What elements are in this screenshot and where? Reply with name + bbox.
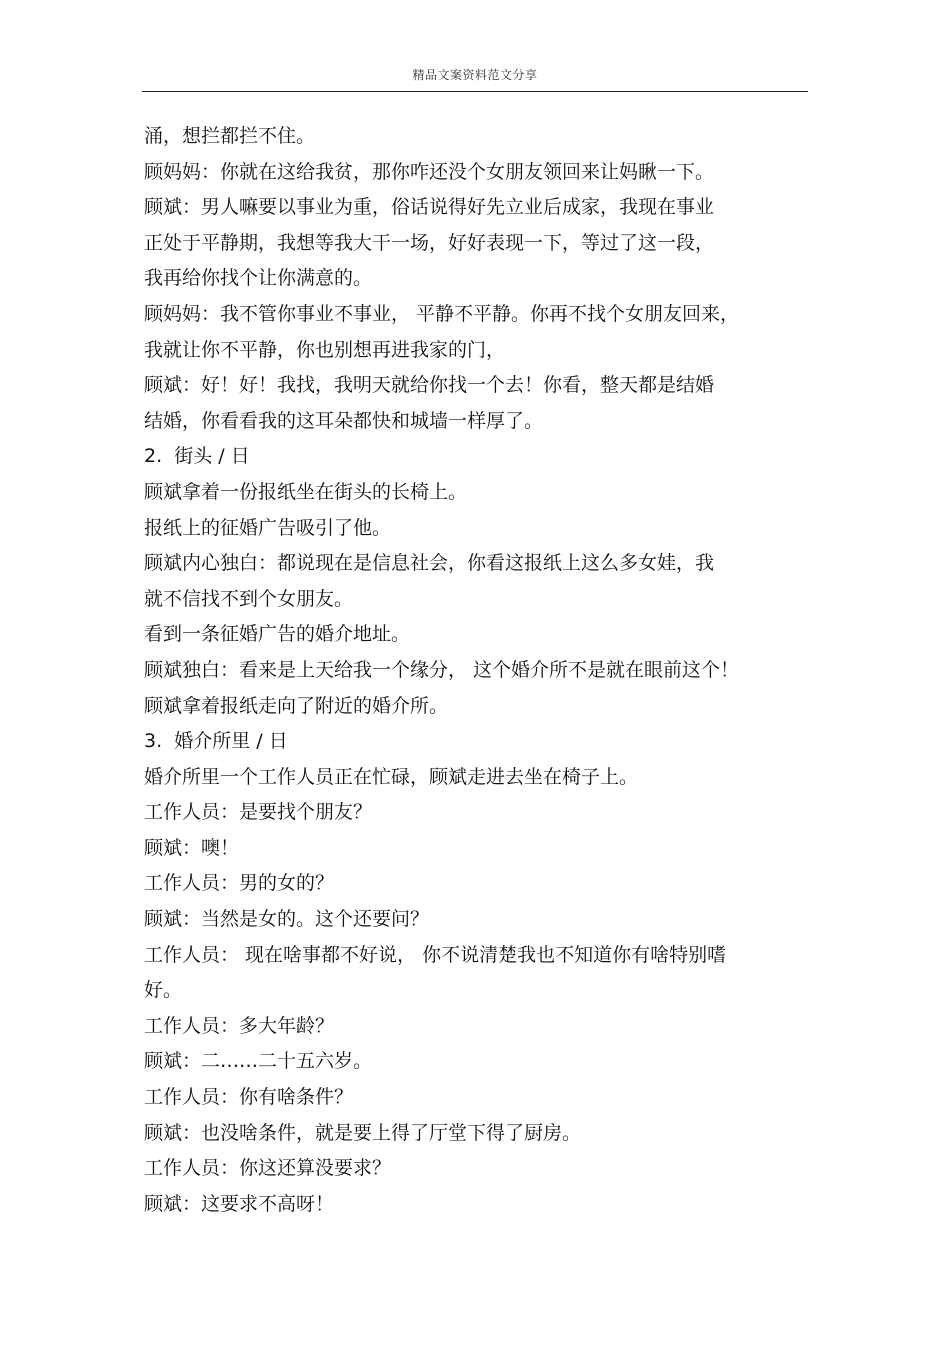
text-line: 工作人员： 现在啥事都不好说， 你不说清楚我也不知道你有啥特别嗜 [144, 943, 727, 966]
text-line: 顾斌：也没啥条件，就是要上得了厅堂下得了厨房。 [144, 1121, 582, 1144]
scene-heading: 2. 街头 / 日 [144, 445, 250, 468]
text-line: 就不信找不到个女朋友。 [144, 587, 354, 610]
script-body [144, 119, 804, 1222]
text-line: 顾斌：当然是女的。这个还要问？ [144, 908, 430, 931]
text-line: 好。 [144, 979, 183, 1002]
text-line: 顾妈妈：你就在这给我贫，那你咋还没个女朋友领回来让妈瞅一下。 [144, 160, 715, 183]
text-line: 顾斌拿着一份报纸坐在街头的长椅上。 [144, 480, 468, 503]
text-line: 结婚，你看看我的这耳朵都快和城墙一样厚了。 [144, 409, 544, 432]
header-divider [142, 91, 808, 92]
text-line: 我就让你不平静，你也别想再进我家的门， [144, 338, 506, 361]
page-header: 精品文案资料范文分享 [412, 68, 538, 82]
text-line: 顾斌：这要求不高呀！ [144, 1192, 335, 1215]
text-line: 顾斌：噢！ [144, 836, 240, 859]
text-line: 顾斌：好！好！我找，我明天就给你找一个去！你看，整天都是结婚 [144, 374, 715, 397]
text-line: 工作人员：你有啥条件？ [144, 1086, 354, 1109]
text-line: 工作人员：是要找个朋友？ [144, 801, 373, 824]
text-line: 顾斌拿着报纸走向了附近的婚介所。 [144, 694, 449, 717]
text-line: 顾斌：男人嘛要以事业为重，俗话说得好先立业后成家，我现在事业 [144, 196, 715, 219]
scene-heading: 3. 婚介所里 / 日 [144, 730, 288, 753]
text-line: 婚介所里一个工作人员正在忙碌，顾斌走进去坐在椅子上。 [144, 765, 639, 788]
text-line: 顾斌内心独白：都说现在是信息社会，你看这报纸上这么多女娃，我 [144, 552, 715, 575]
text-line: 涌，想拦都拦不住。 [144, 125, 316, 147]
text-line: 顾斌独白：看来是上天给我一个缘分， 这个婚介所不是就在眼前这个！ [144, 658, 740, 681]
text-line: 正处于平静期，我想等我大干一场，好好表现一下，等过了这一段， [144, 231, 715, 254]
text-line: 我再给你找个让你满意的。 [144, 267, 373, 290]
text-line: 顾斌：二……二十五六岁。 [144, 1050, 373, 1073]
text-line: 工作人员：男的女的？ [144, 872, 335, 895]
text-line: 工作人员：多大年龄？ [144, 1014, 335, 1037]
text-line: 报纸上的征婚广告吸引了他。 [144, 516, 392, 539]
text-line: 看到一条征婚广告的婚介地址。 [144, 623, 411, 646]
text-line: 顾妈妈：我不管你事业不事业， 平静不平静。你再不找个女朋友回来， [144, 302, 740, 325]
text-line: 工作人员：你这还算没要求？ [144, 1157, 392, 1180]
